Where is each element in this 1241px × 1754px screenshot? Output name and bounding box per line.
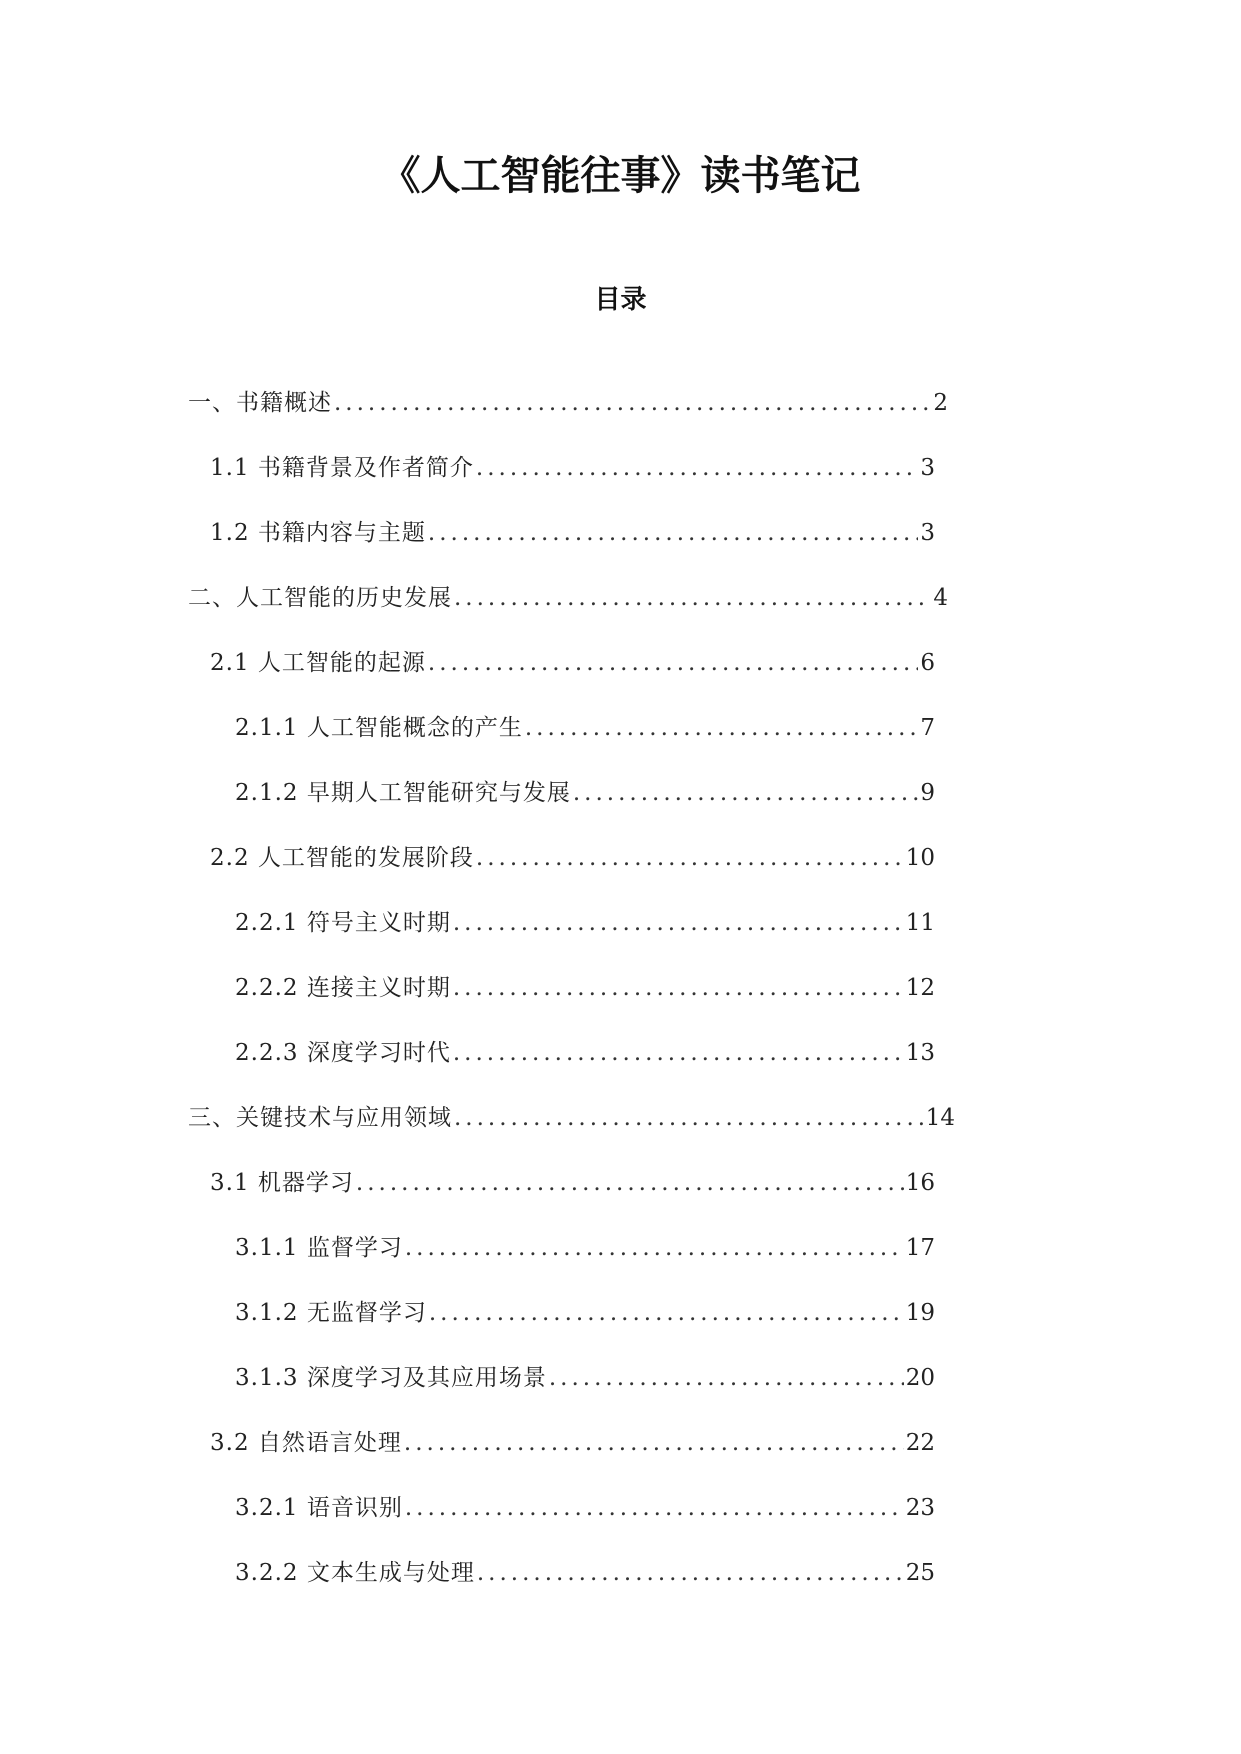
toc-dot-leader [404, 1423, 904, 1463]
toc-page-number: 10 [905, 845, 935, 871]
toc-entry-label: 3.2.1 语音识别 [235, 1495, 403, 1521]
toc-entry-label: 2.2.3 深度学习时代 [235, 1040, 451, 1066]
toc-page-number: 11 [905, 910, 935, 936]
toc-page-number: 7 [920, 715, 935, 741]
toc-page-number: 19 [905, 1300, 935, 1326]
toc-entry[interactable] [210, 838, 935, 878]
toc-entry-label: 2.2.1 符号主义时期 [235, 910, 451, 936]
toc-page-number: 3 [920, 455, 935, 481]
toc-page-number: 14 [925, 1105, 955, 1131]
toc-dot-leader [476, 838, 904, 878]
toc-dot-leader [405, 1228, 904, 1268]
toc-entry[interactable] [210, 448, 935, 488]
document-title: 《人工智能往事》读书笔记 [380, 153, 861, 199]
toc-entry-label: 2.2.2 连接主义时期 [235, 975, 451, 1001]
toc-dot-leader [428, 643, 918, 683]
toc-entry-label: 2.1.1 人工智能概念的产生 [235, 715, 523, 741]
toc-entry-label: 1.2 书籍内容与主题 [210, 520, 426, 546]
toc-entry[interactable] [235, 1228, 935, 1268]
toc-dot-leader [454, 578, 931, 618]
toc-dot-leader [454, 1098, 924, 1138]
toc-entry-label: 一、书籍概述 [188, 390, 332, 416]
toc-dot-leader [573, 773, 919, 813]
toc-page-number: 9 [920, 780, 935, 806]
toc-dot-leader [428, 513, 918, 553]
toc-entry[interactable] [188, 383, 948, 423]
toc-dot-leader [525, 708, 919, 748]
toc-page-number: 3 [920, 520, 935, 546]
toc-page-number: 20 [905, 1365, 935, 1391]
toc-dot-leader [429, 1293, 904, 1333]
toc-page-number: 4 [933, 585, 948, 611]
toc-entry-label: 3.1.1 监督学习 [235, 1235, 403, 1261]
toc-entry-label: 3.1 机器学习 [210, 1170, 354, 1196]
toc-entry-label: 2.1 人工智能的起源 [210, 650, 426, 676]
toc-entry-label: 3.2 自然语言处理 [210, 1430, 402, 1456]
toc-entry[interactable] [235, 1293, 935, 1333]
toc-dot-leader [453, 968, 904, 1008]
toc-dot-leader [453, 1033, 904, 1073]
toc-entry[interactable] [210, 1423, 935, 1463]
toc-entry[interactable] [210, 513, 935, 553]
toc-entry[interactable] [188, 578, 948, 618]
toc-entry-label: 二、人工智能的历史发展 [188, 585, 452, 611]
toc-page-number: 23 [905, 1495, 935, 1521]
toc-entry[interactable] [188, 1098, 955, 1138]
toc-entry-label: 2.1.2 早期人工智能研究与发展 [235, 780, 571, 806]
toc-dot-leader [334, 383, 931, 423]
toc-entry[interactable] [235, 1033, 935, 1073]
toc-page-number: 6 [920, 650, 935, 676]
toc-entry[interactable] [210, 643, 935, 683]
toc-page-number: 22 [905, 1430, 935, 1456]
toc-dot-leader [549, 1358, 904, 1398]
toc-page-number: 12 [905, 975, 935, 1001]
toc-page-number: 2 [933, 390, 948, 416]
toc-entry[interactable] [235, 708, 935, 748]
toc-entry-label: 2.2 人工智能的发展阶段 [210, 845, 474, 871]
toc-entry[interactable] [235, 968, 935, 1008]
toc-entry[interactable] [235, 1553, 935, 1593]
toc-entry-label: 三、关键技术与应用领域 [188, 1105, 452, 1131]
toc-entry-label: 3.2.2 文本生成与处理 [235, 1560, 475, 1586]
toc-entry[interactable] [235, 773, 935, 813]
toc-dot-leader [356, 1163, 904, 1203]
toc-page-number: 16 [905, 1170, 935, 1196]
toc-dot-leader [405, 1488, 904, 1528]
toc-entry-label: 3.1.3 深度学习及其应用场景 [235, 1365, 547, 1391]
toc-dot-leader [453, 903, 904, 943]
toc-entry[interactable] [235, 1488, 935, 1528]
toc-dot-leader [476, 448, 918, 488]
toc-page-number: 13 [905, 1040, 935, 1066]
toc-dot-leader [477, 1553, 904, 1593]
toc-entry[interactable] [210, 1163, 935, 1203]
toc-entry[interactable] [235, 1358, 935, 1398]
toc-page-number: 25 [905, 1560, 935, 1586]
toc-page-number: 17 [905, 1235, 935, 1261]
toc-entry-label: 3.1.2 无监督学习 [235, 1300, 427, 1326]
toc-entry[interactable] [235, 903, 935, 943]
toc-entry-label: 1.1 书籍背景及作者简介 [210, 455, 474, 481]
toc-heading: 目录 [594, 285, 647, 315]
